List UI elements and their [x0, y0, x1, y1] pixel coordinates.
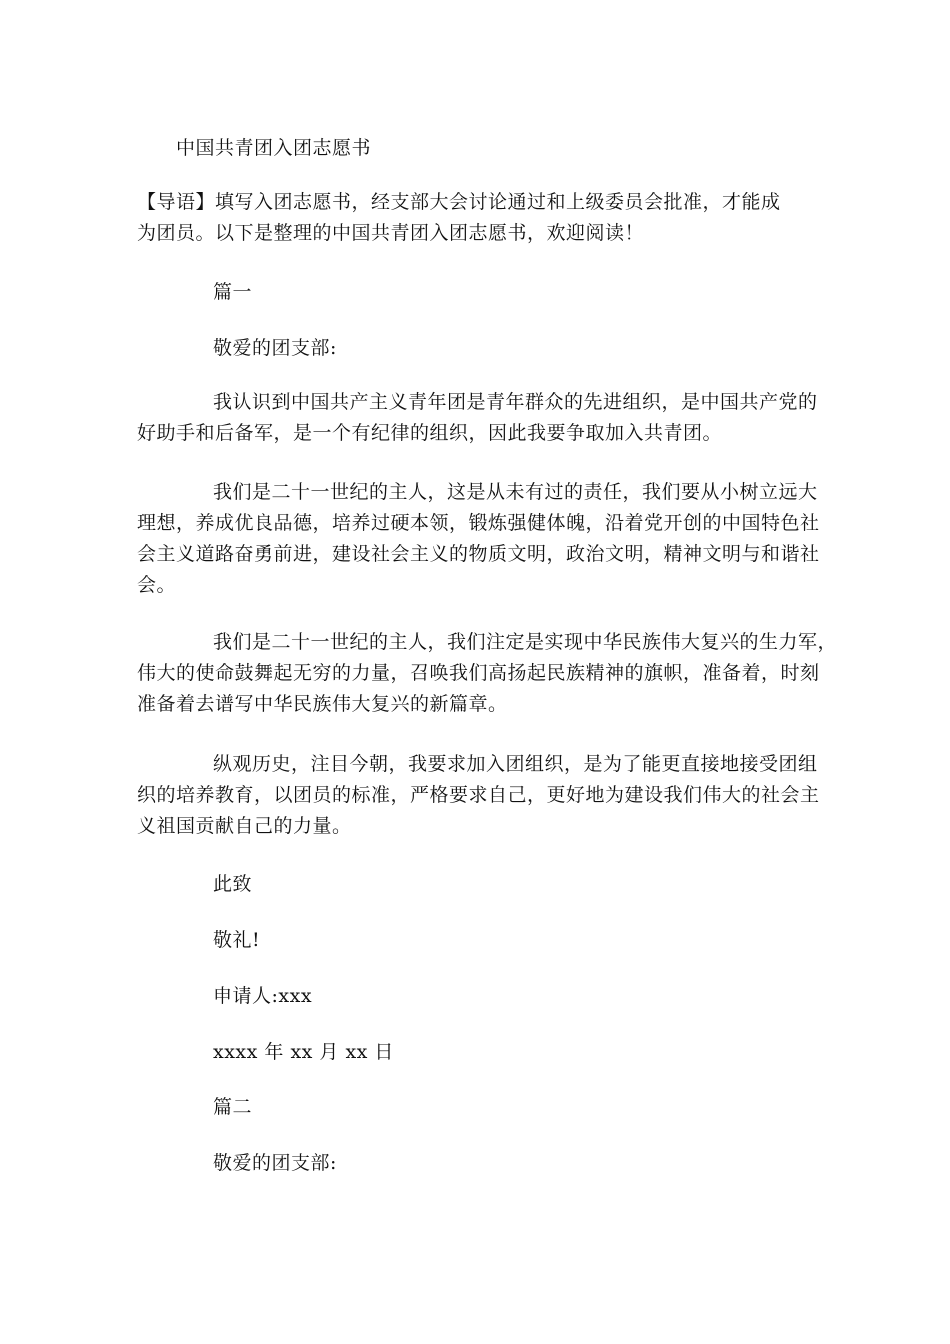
applicant-line: 申请人:xxx [213, 985, 313, 1007]
intro-line: 【导语】填写入团志愿书，经支部大会讨论通过和上级委员会批准，才能成 [137, 191, 781, 213]
paragraph-line: 织的培养教育，以团员的标准，严格要求自己，更好地为建设我们伟大的社会主 [137, 784, 820, 806]
paragraph-line: 我们是二十一世纪的主人，我们注定是实现中华民族伟大复兴的生力军， [213, 631, 838, 653]
paragraph-line: 会。 [137, 574, 177, 596]
closing-line-2: 敬礼! [213, 929, 261, 951]
section1-paragraph-3 [137, 627, 837, 720]
section1-salutation: 敬爱的团支部: [213, 337, 337, 359]
section1-paragraph-1 [137, 387, 837, 449]
section2-salutation: 敬爱的团支部: [213, 1152, 337, 1174]
paragraph-line: 义祖国贡献自己的力量。 [137, 815, 352, 837]
intro-line: 为团员。以下是整理的中国共青团入团志愿书，欢迎阅读！ [137, 222, 645, 244]
closing-line-1: 此致 [213, 873, 253, 895]
section1-heading: 篇一 [213, 281, 253, 303]
intro-paragraph [137, 187, 837, 249]
paragraph-line: 纵观历史，注目今朝，我要求加入团组织，是为了能更直接地接受团组 [213, 753, 818, 775]
paragraph-line: 会主义道路奋勇前进，建设社会主义的物质文明，政治文明，精神文明与和谐社 [137, 543, 820, 565]
section1-paragraph-2 [137, 477, 837, 601]
section2-heading: 篇二 [213, 1096, 253, 1118]
paragraph-line: 好助手和后备军，是一个有纪律的组织，因此我要争取加入共青团。 [137, 422, 723, 444]
paragraph-line: 伟大的使命鼓舞起无穷的力量，召唤我们高扬起民族精神的旗帜，准备着，时刻 [137, 662, 820, 684]
paragraph-line: 我们是二十一世纪的主人，这是从未有过的责任，我们要从小树立远大 [213, 481, 818, 503]
document-title: 中国共青团入团志愿书 [176, 137, 372, 159]
paragraph-line: 理想，养成优良品德，培养过硬本领，锻炼强健体魄，沿着党开创的中国特色社 [137, 512, 820, 534]
paragraph-line: 准备着去谱写中华民族伟大复兴的新篇章。 [137, 693, 508, 715]
date-line: xxxx 年 xx 月 xx 日 [213, 1041, 394, 1063]
section1-paragraph-4 [137, 749, 837, 842]
paragraph-line: 我认识到中国共产主义青年团是青年群众的先进组织，是中国共产党的 [213, 391, 818, 413]
